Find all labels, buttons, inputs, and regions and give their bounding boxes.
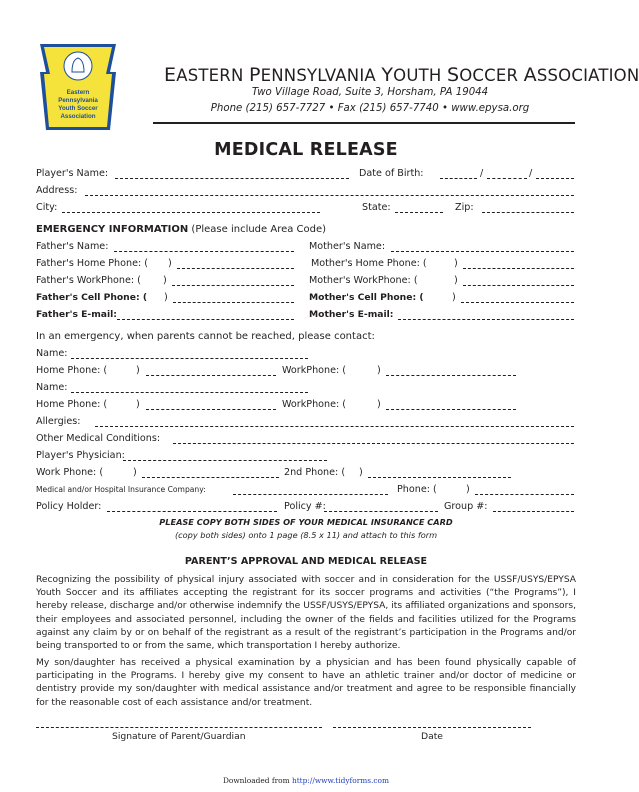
close-paren: ) [136, 365, 140, 376]
physician-label: Player's Physician: [36, 450, 125, 461]
father-name-label: Father's Name: [36, 241, 109, 252]
mother-work-phone-label: Mother's WorkPhone: ( [309, 275, 418, 286]
father-home-phone-field[interactable] [177, 268, 294, 269]
org-word: ASSOCIATION [523, 64, 639, 86]
footer-prefix: Downloaded from [222, 776, 290, 785]
date-label: Date [421, 731, 443, 742]
close-paren: ) [359, 467, 363, 478]
father-work-phone-field[interactable] [172, 285, 294, 286]
city-field[interactable] [62, 212, 320, 213]
mother-home-phone-field[interactable] [463, 268, 574, 269]
emergency-contact-heading: In an emergency, when parents cannot be reached, please contact: [36, 331, 375, 342]
city-label: City: [36, 202, 58, 213]
logo-text-line-2: Pennsylvania [58, 97, 98, 104]
father-name-field[interactable] [114, 251, 294, 252]
dob-label: Date of Birth: [359, 168, 424, 179]
mother-cell-phone-label: Mother's Cell Phone: ( [309, 292, 424, 303]
other-conditions-label: Other Medical Conditions: [36, 433, 161, 444]
contact2-home-phone-field[interactable] [146, 409, 276, 410]
physician-work-phone-label: Work Phone: ( [36, 467, 104, 478]
insurance-company-field[interactable] [233, 494, 388, 495]
close-paren: ) [454, 258, 458, 269]
contact1-name-label: Name: [36, 348, 68, 359]
mother-name-field[interactable] [391, 251, 574, 252]
allergies-field[interactable] [95, 426, 574, 427]
insurance-phone-label: Phone: ( [397, 484, 437, 495]
zip-field[interactable] [482, 212, 574, 213]
emergency-heading-text: EMERGENCY INFORMATION [36, 224, 189, 235]
logo-text-line-3: Youth Soccer [58, 105, 98, 112]
close-paren: ) [377, 399, 381, 410]
allergies-label: Allergies: [36, 416, 81, 427]
mother-email-label: Mother's E-mail: [309, 309, 394, 320]
mother-name-label: Mother's Name: [309, 241, 386, 252]
contact1-home-phone-field[interactable] [146, 375, 276, 376]
org-word: PENNSYLVANIA [248, 64, 376, 86]
mother-email-field[interactable] [398, 319, 574, 320]
contact1-home-phone-label: Home Phone: ( [36, 365, 108, 376]
org-word: SOCCER [446, 64, 519, 86]
policy-number-label: Policy #: [284, 501, 326, 512]
org-address: Two Village Road, Suite 3, Horsham, PA 19044 [251, 87, 489, 98]
org-word: YOUTH [381, 64, 442, 86]
organization-name [164, 64, 639, 86]
close-paren: ) [136, 399, 140, 410]
state-field[interactable] [395, 212, 443, 213]
download-footer [0, 776, 612, 785]
emergency-heading-note: (Please include Area Code) [191, 224, 327, 235]
father-email-label: Father's E-mail: [36, 309, 117, 320]
header-divider [153, 122, 575, 124]
approval-paragraph-1: Recognizing the possibility of physical injury associated with soccer and in consideration for the USSF/USYS/EPYSA Youth Soccer and its affiliates accepting the registrant for its soccer programs and activities (“the Programs”), I hereby release, discharge and/or otherwise indemnify the USSF/USYS/EPYSA, its affiliated organizations and sponsors, their employees and associated personnel, including the owner of the fields and facilities utilized for the Programs against any claim by or on behalf of the registrant as a result of the registrant’s participation in the Programs and/or being transported to or from the same, which transportation I hereby authorize. [36, 575, 576, 652]
date-field[interactable] [333, 727, 531, 728]
approval-heading: PARENT’S APPROVAL AND MEDICAL RELEASE [184, 556, 428, 567]
policy-holder-label: Policy Holder: [36, 501, 102, 512]
close-paren: ) [454, 275, 458, 286]
contact1-name-field[interactable] [71, 358, 308, 359]
mother-home-phone-label: Mother's Home Phone: ( [311, 258, 427, 269]
physician-second-phone-field[interactable] [368, 477, 511, 478]
close-paren: ) [466, 484, 470, 495]
close-paren: ) [133, 467, 137, 478]
logo-text-line-1: Eastern [66, 89, 90, 96]
group-number-field[interactable] [493, 511, 574, 512]
father-work-phone-label: Father's WorkPhone: ( [36, 275, 141, 286]
contact1-work-phone-field[interactable] [386, 375, 516, 376]
close-paren: ) [163, 275, 167, 286]
father-cell-phone-label: Father's Cell Phone: ( [36, 292, 148, 303]
contact2-name-label: Name: [36, 382, 68, 393]
father-cell-phone-field[interactable] [173, 302, 294, 303]
zip-label: Zip: [455, 202, 474, 213]
signature-field[interactable] [36, 727, 322, 728]
org-word: EASTERN [164, 64, 244, 86]
close-paren: ) [452, 292, 456, 303]
state-label: State: [362, 202, 391, 213]
physician-field[interactable] [123, 460, 327, 461]
contact1-work-phone-label: WorkPhone: ( [282, 365, 347, 376]
father-home-phone-label: Father's Home Phone: ( [36, 258, 149, 269]
insurance-phone-field[interactable] [475, 494, 574, 495]
mother-cell-phone-field[interactable] [461, 302, 574, 303]
contact2-work-phone-label: WorkPhone: ( [282, 399, 347, 410]
close-paren: ) [377, 365, 381, 376]
epysa-logo [38, 42, 118, 132]
dob-separator: / [480, 168, 484, 179]
footer-link[interactable]: http://www.tidyforms.com [291, 776, 389, 785]
insurance-company-label: Medical and/or Hospital Insurance Company: [36, 485, 206, 494]
policy-holder-field[interactable] [107, 511, 277, 512]
player-name-field[interactable] [115, 178, 349, 179]
dob-year-field[interactable] [536, 178, 574, 179]
dob-month-field[interactable] [440, 178, 477, 179]
insurance-note-line1: PLEASE COPY BOTH SIDES OF YOUR MEDICAL INSURANCE CARD [159, 517, 453, 527]
contact2-work-phone-field[interactable] [386, 409, 516, 410]
physician-second-phone-label: 2nd Phone: ( [284, 467, 346, 478]
logo-text-line-4: Association [60, 113, 96, 120]
dob-separator: / [529, 168, 533, 179]
signature-label: Signature of Parent/Guardian [112, 731, 246, 742]
group-number-label: Group #: [444, 501, 488, 512]
address-label: Address: [36, 185, 78, 196]
physician-work-phone-field[interactable] [142, 477, 279, 478]
address-field[interactable] [85, 195, 574, 196]
contact2-home-phone-label: Home Phone: ( [36, 399, 108, 410]
close-paren: ) [168, 258, 172, 269]
emergency-heading [36, 224, 326, 235]
policy-number-field[interactable] [324, 511, 438, 512]
org-contact: Phone (215) 657-7727 • Fax (215) 657-7740 • www.epysa.org [210, 103, 530, 114]
player-name-label: Player's Name: [36, 168, 109, 179]
father-email-field[interactable] [117, 319, 294, 320]
other-conditions-field[interactable] [173, 443, 574, 444]
dob-day-field[interactable] [487, 178, 527, 179]
approval-paragraph-2: My son/daughter has received a physical examination by a physician and has been found physically capable of participating in the Programs. I hereby give my consent to have an athletic trainer and/or doctor of medicine or dentistry provide my son/daughter with medical assistance and/or treatment and agree to be responsible financially for the reasonable cost of each assistance and/or treatment. [36, 658, 576, 708]
insurance-note-line2: (copy both sides) onto 1 page (8.5 x 11) and attach to this form [174, 530, 438, 540]
contact2-name-field[interactable] [71, 392, 308, 393]
close-paren: ) [164, 292, 168, 303]
mother-work-phone-field[interactable] [463, 285, 574, 286]
page-title: MEDICAL RELEASE [214, 140, 398, 160]
